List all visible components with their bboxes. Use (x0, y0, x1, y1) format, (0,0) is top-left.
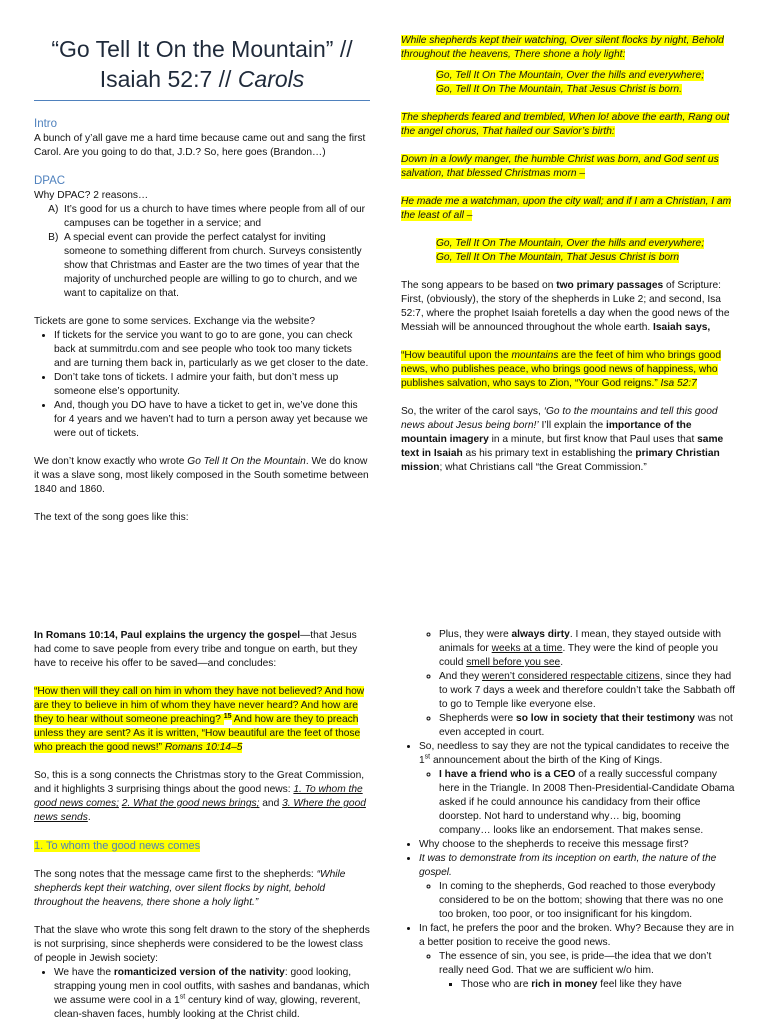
list-item: • Don’t take tons of tickets. I admire your faith, but don’t mess up someone else’s opportunity. (54, 371, 370, 399)
list-item: • In fact, he prefers the poor and the broken. Why? Because they are in a better position to receive the good news. ◦ The essence of sin, you see, is pride—the idea that we don’t really need God. That we are sufficient w/o him. ▪ Those who are rich in money feel like they have (419, 922, 735, 992)
list-item: • It was to demonstrate from its inception on earth, the nature of the gospel. ◦ In coming to the shepherds, God reached to those everybody considered to be on the bottom; showing that there was no one too broken, too poor, or too insignificant for his kingdom. (419, 852, 735, 922)
page-title: “Go Tell It On the Mountain” // Isaiah 52:7 // Carols (51, 36, 353, 92)
passages-paragraph: The song appears to be based on two primary passages of Scripture: First, (obviously), the story of the shepherds in Luke 2; and second, Isa 52:7, where the prophet Isaiah foretells a day when the good news of the Messiah will be announced throughout the whole earth. Isaiah says, (401, 280, 730, 333)
lyric-verse-3: Down in a lowly manger, the humble Christ was born, and God sent us salvation, that blessed Christmas morn – (401, 154, 719, 179)
intro-heading: Intro (34, 118, 58, 130)
section-1-heading: 1. To whom the good news comes (34, 840, 201, 852)
lyric-verse-4: He made me a watchman, upon the city wall; and if I am a Christian, I am the least of all – (401, 196, 732, 221)
list-item: ▪ Those who are rich in money feel like they have (461, 978, 735, 992)
intro-paragraph: A bunch of y’all gave me a hard time because came out and sang the first Carol. Are you going to do that, J.D.? So, here goes (Brandon…) (34, 133, 366, 158)
tickets-lead: Tickets are gone to some services. Exchange via the website? (34, 316, 316, 327)
romans-quote: “How then will they call on him in whom they have not believed? And how are they to believe in him of whom they have never heard? And how are they to hear without someone preaching? $^{15}$ And how are they to preach unless they are sent? As it is written, “How beautiful are the feet of those who preach the good news!” Romans 10:14–5 (34, 686, 365, 753)
page-2-right-column (399, 628, 735, 992)
list-item: ◦ In coming to the shepherds, God reached to those everybody considered to be on the bottom; showing that there was no one too broken, too poor, or too insignificant for his kingdom. (439, 880, 735, 922)
document-page-2 (0, 512, 768, 1024)
list-item: • Why choose to the shepherds to receive this message first? (419, 838, 735, 852)
list-item: • So, needless to say they are not the typical candidates to receive the 1st announcement about the birth of the King of Kings. ◦ I have a friend who is a CEO of a really successful company here in the Triangle. In 2008 Then-Presidential-Candidate Obama asked if he could announce his candidacy from their office doorstep. Not hard to understand why… big, booming company… looks like an endorsement. That makes sense. (419, 740, 735, 838)
isaiah-quote: “How beautiful upon the mountains are the feet of him who brings good news, who publishes peace, who brings good news of happiness, who publishes salvation, who says to Zion, “Your God reigns.” Isa 52:7 (401, 350, 721, 389)
romans-paragraph: In Romans 10:14, Paul explains the urgency the gospel—that Jesus had come to save people from every tribe and tongue on earth, but they have to receive his offer to be saved—and concludes: (34, 630, 358, 669)
dpac-heading: DPAC (34, 175, 66, 187)
list-item: A. It’s good for us a church to have times where people from all of our campuses can be together in a service; and (64, 203, 370, 231)
slave-paragraph: That the slave who wrote this song felt drawn to the story of the shepherds is not surprising, since shepherds were considered to be the lowest class of people in Jewish society: (34, 925, 370, 964)
list-item: • We have the romanticized version of the nativity: good looking, strapping young men in cool outfits, with sashes and bandanas, which we assume were cool in a 1st century kind of way, glowing, reverent, clean-shaven faces, humbly looking at the Christ child. (54, 966, 370, 1022)
connects-paragraph: So, this is a song connects the Christmas story to the Great Commission, and it highlights 3 surprising things about the good news: 1. To whom the good news comes; 2. What the good news brings; and 3. Where the good news sends. (34, 770, 366, 823)
page-1-left-column (34, 0, 370, 525)
shepherds-list-continued (399, 628, 735, 740)
list-item: B. A special event can provide the perfect catalyst for inviting someone to something different from church. Surveys consistently show that Christmas and Easter are the two times of year that the majority of unchurched people are willing to go to church, and we want to capitalize on that. (64, 231, 370, 301)
tickets-list (34, 329, 370, 441)
song-intro: The text of the song goes like this: (34, 512, 189, 523)
list-item: ◦ I have a friend who is a CEO of a really successful company here in the Triangle. In 2008 Then-Presidential-Candidate Obama asked if he could announce his candidacy from their office doorstep. Not hard to understand why… big, booming company… looks like an endorsement. That makes sense. (439, 768, 735, 838)
list-item: ◦ Plus, they were always dirty. I mean, they stayed outside with animals for weeks at a time. They were the kind of people you could smell before you see. (439, 628, 735, 670)
list-item: ◦ And they weren’t considered respectable citizens, since they had to work 7 days a week and therefore couldn’t take the Sabbath off to go to Temple like everyone else. (439, 670, 735, 712)
dpac-lead: Why DPAC? 2 reasons… (34, 190, 149, 201)
lyric-verse-1: While shepherds kept their watching, Over silent flocks by night, Behold throughout the heavens, There shone a holy light: (401, 35, 724, 60)
writer-paragraph: So, the writer of the carol says, ‘Go to the mountains and tell this good news about Jesus being born!’ I’ll explain the importance of the mountain imagery in a minute, but first know that Paul uses that same text in Isaiah as his primary text in establishing the primary Christian mission; what Christians call “the Great Commission.” (401, 406, 724, 473)
candidates-list (399, 740, 735, 992)
page-2-left-column (34, 629, 370, 1022)
shepherds-list (34, 966, 370, 1022)
chorus-line: Go, Tell It On The Mountain, Over the hills and everywhere; (436, 70, 705, 81)
chorus-line: Go, Tell It On The Mountain, Over the hills and everywhere; (436, 238, 705, 249)
lyric-verse-2: The shepherds feared and trembled, When lo! above the earth, Rang out the angel chorus, That hailed our Savior’s birth: (401, 112, 730, 137)
page-1-right-column (401, 34, 734, 475)
chorus-line: Go, Tell It On The Mountain, That Jesus Christ is born. (436, 84, 682, 95)
list-item: ◦ The essence of sin, you see, is pride—the idea that we don’t really need God. That we are sufficient w/o him. ▪ Those who are rich in money feel like they have (439, 950, 735, 992)
dpac-reasons-list (34, 203, 370, 301)
list-item: ◦ Shepherds were so low in society that their testimony was not even accepted in court. (439, 712, 735, 740)
shepherds-paragraph: The song notes that the message came first to the shepherds: “While shepherds kept their watching, over silent flocks by night, behold throughout the heavens, there shone a holy light.” (34, 869, 346, 908)
list-item: • And, though you DO have to have a ticket to get in, we’ve done this for 4 years and we haven’t had to turn a person away yet because we were out of tickets. (54, 399, 370, 441)
list-item: • If tickets for the service you want to go to are gone, you can check back at summitrdu.com and see people who took too many tickets and are turning them back in, particularly as we get closer to the date. (54, 329, 370, 371)
author-paragraph: We don’t know exactly who wrote Go Tell It On the Mountain. We do know it was a slave song, most likely composed in the South sometime between 1840 and 1860. (34, 456, 369, 495)
chorus-line: Go, Tell It On The Mountain, That Jesus Christ is born (436, 252, 680, 263)
